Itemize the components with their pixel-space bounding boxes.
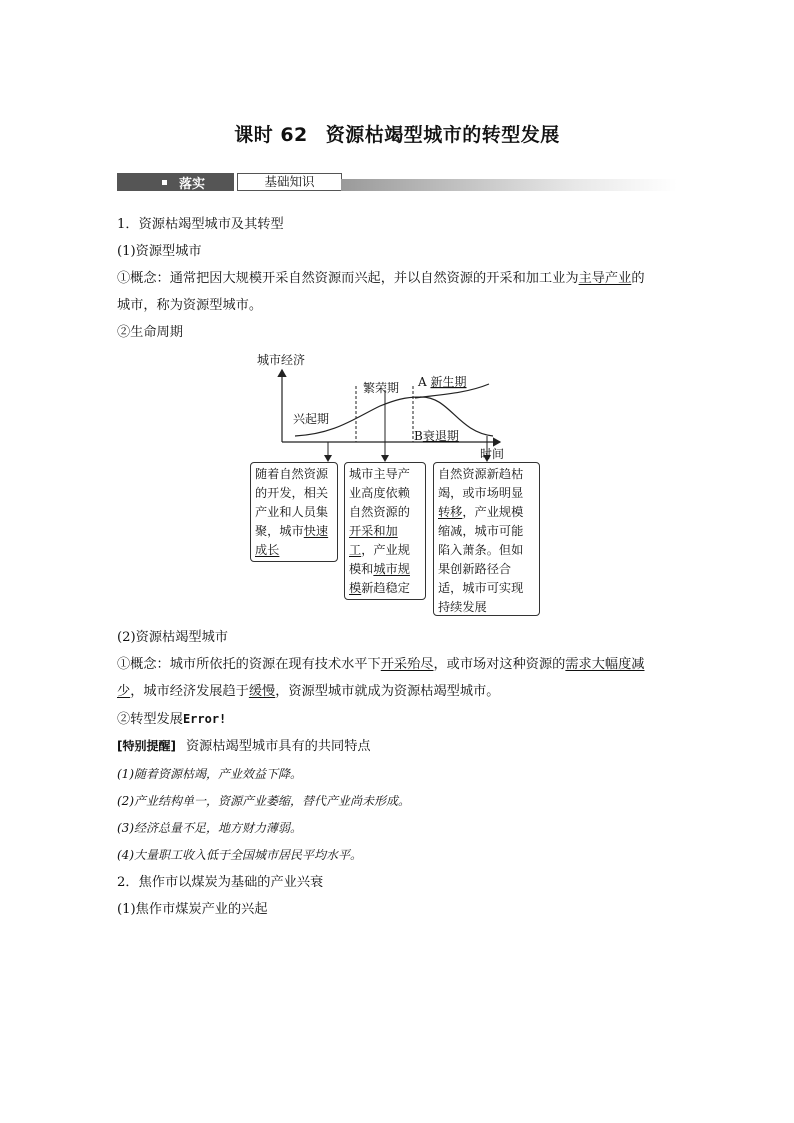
lesson-title: 资源枯竭型城市的转型发展 (325, 124, 560, 146)
section-2-heading: 2．焦作市以煤炭为基础的产业兴衰 (117, 875, 324, 890)
concept-1-line-1: ①概念：通常把因大规模开采自然资源而兴起，并以自然资源的开采和加工业为主导产业的 (117, 271, 645, 286)
lesson-number: 课时 62 (234, 124, 308, 146)
prosper-stage-box: 城市主导产业高度依赖自然资源的开采和加工，产业规模和城市规模新趋稳定 (344, 462, 426, 600)
concept-2-line-1: ①概念：城市所依托的资源在现有技术水平下开采殆尽，或市场对这种资源的需求大幅度减 (117, 657, 645, 672)
stage-decline-label: B衰退期 (414, 429, 459, 443)
special-tip-heading (117, 737, 371, 756)
lifecycle-label: ②生命周期 (117, 325, 183, 340)
stage-prosper-label: 繁荣期 (363, 381, 400, 395)
banner-section (117, 173, 234, 191)
underline-key-term: 主导产业 (578, 271, 632, 286)
rise-stage-box: 随着自然资源的开发，相关产业和人员集聚，城市快速成长 (250, 462, 338, 562)
y-axis-label: 城市经济 (257, 353, 306, 367)
stage-rise-label: 兴起期 (293, 412, 330, 426)
tip-title: 资源枯竭型城市具有的共同特点 (185, 739, 371, 754)
decline-stage-box: 自然资源新趋枯竭，或市场明显转移，产业规模缩减，城市可能陷入萧条。但如果创新路径合适，城市可实现持续发展 (433, 462, 540, 616)
subsection-jiaozuo-rise: (1)焦作市煤炭产业的兴起 (117, 902, 268, 917)
banner-section-label: 落实 (179, 176, 206, 192)
tip-item: (3)经济总量不足，地方财力薄弱。 (117, 821, 302, 835)
x-axis-label: 时间 (480, 447, 505, 461)
transform-line: ②转型发展Error! (117, 712, 227, 727)
tip-label: [特别提醒] (117, 739, 176, 753)
error-text: Error! (182, 712, 227, 726)
lifecycle-diagram (225, 350, 555, 620)
banner-gradient-bar (341, 179, 677, 191)
subsection-depleted-city: (2)资源枯竭型城市 (117, 630, 228, 645)
page-title (0, 120, 794, 147)
subsection-resource-city: (1)资源型城市 (117, 244, 202, 259)
concept-2-line-2: 少，城市经济发展趋于缓慢，资源型城市就成为资源枯竭型城市。 (117, 684, 500, 699)
square-bullet-icon (162, 180, 167, 185)
concept-1-line-2: 城市，称为资源型城市。 (117, 298, 263, 313)
tip-item: (1)随着资源枯竭，产业效益下降。 (117, 767, 302, 781)
stage-new-label: A 新生期 (418, 375, 467, 389)
section-banner (117, 172, 677, 192)
section-1-heading: 1．资源枯竭型城市及其转型 (117, 217, 284, 232)
tip-item: (2)产业结构单一，资源产业萎缩，替代产业尚未形成。 (117, 794, 411, 808)
banner-tab: 基础知识 (237, 173, 342, 191)
tip-item: (4)大量职工收入低于全国城市居民平均水平。 (117, 848, 362, 862)
